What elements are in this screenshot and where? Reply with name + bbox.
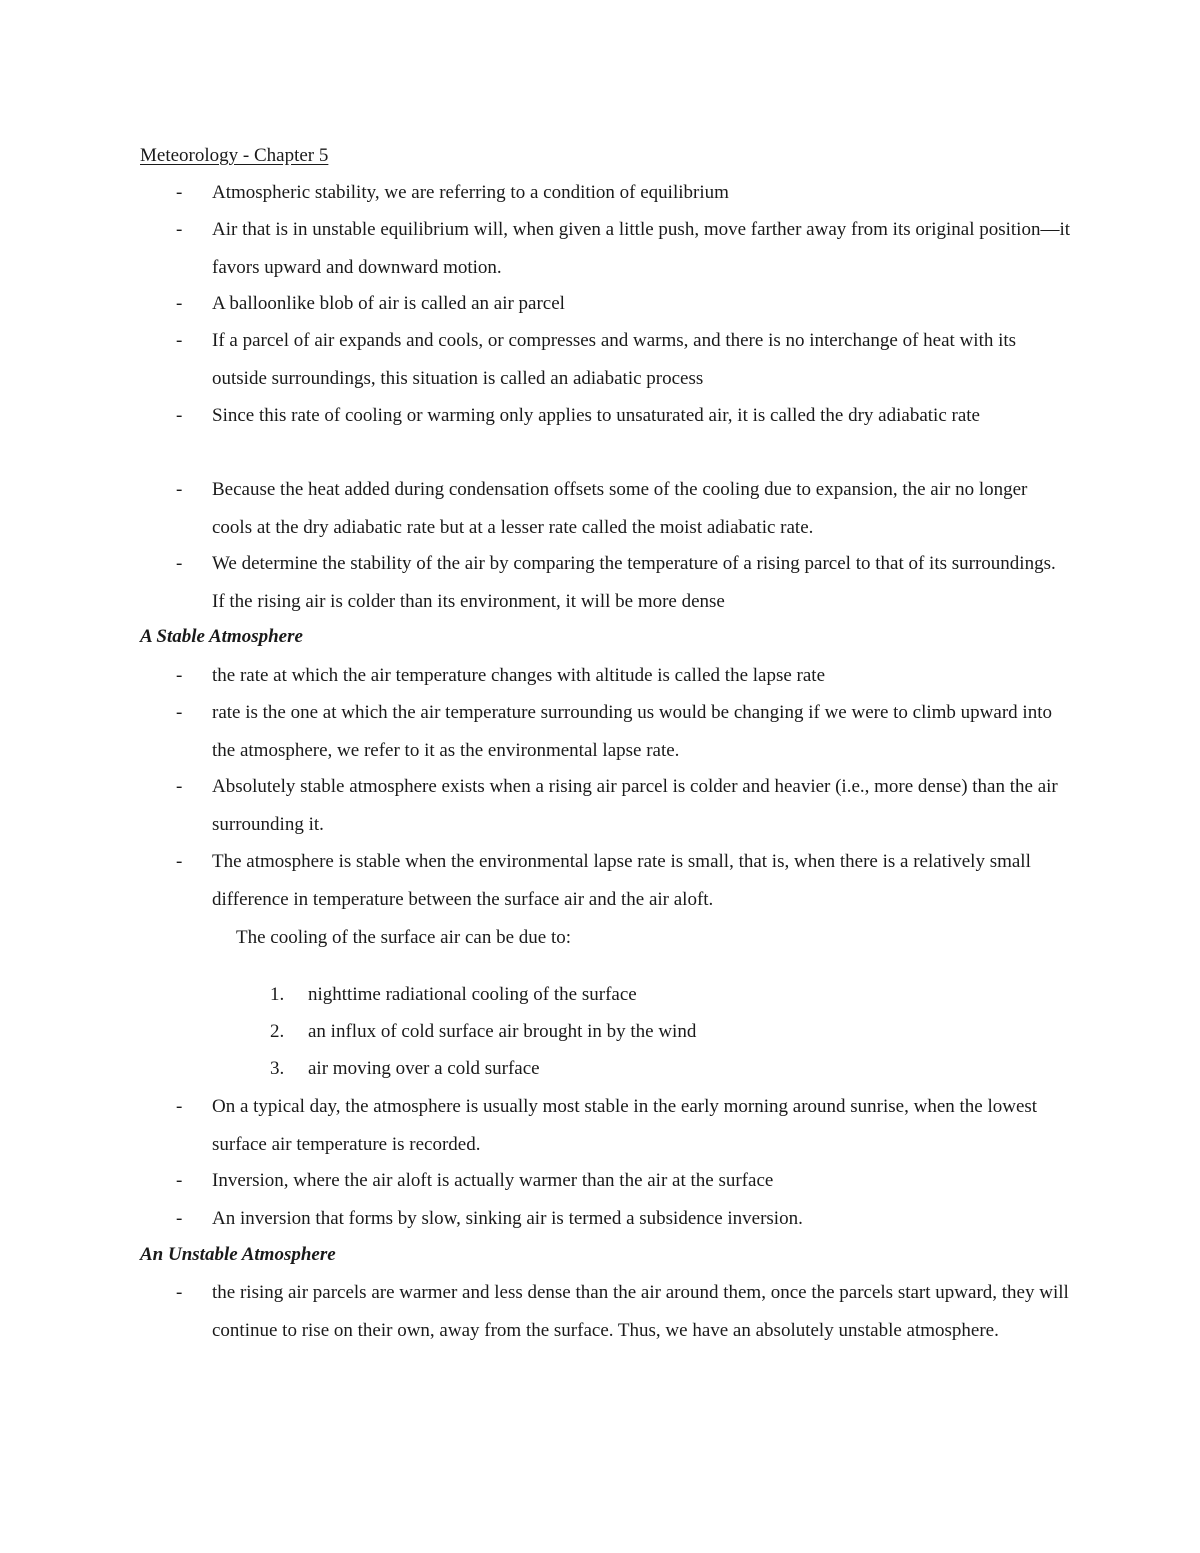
dash-bullet: - <box>176 702 183 723</box>
bullet-text: If a parcel of air expands and cools, or compresses and warms, and there is no interchange of heat with its outside surroundings, this situation is called an adiabatic process <box>212 330 1017 389</box>
dash-bullet: - <box>176 479 183 500</box>
bullet-text: Since this rate of cooling or warming only applies to unsaturated air, it is called the dry adiabatic rate <box>212 405 980 426</box>
dash-bullet: - <box>176 293 183 314</box>
bullet-text: We determine the stability of the air by comparing the temperature of a rising parcel to that of its surroundings. If the rising air is colder than its environment, it will be more dense <box>212 553 1056 612</box>
dash-bullet: - <box>176 182 183 203</box>
bullet-text: Atmospheric stability, we are referring to a condition of equilibrium <box>212 182 729 203</box>
dash-bullet: - <box>176 330 183 351</box>
item-text: nighttime radiational cooling of the surface <box>308 984 637 1005</box>
item-text: an influx of cold surface air brought in by the wind <box>308 1021 697 1042</box>
dash-bullet: - <box>176 405 183 426</box>
item-number: 2. <box>270 1021 285 1042</box>
bullet-text: Because the heat added during condensation offsets some of the cooling due to expansion, the air no longer cools at the dry adiabatic rate but at a lesser rate called the moist adiabatic rate. <box>212 479 1028 538</box>
bullet-text: The atmosphere is stable when the environmental lapse rate is small, that is, when there is a relatively small difference in temperature between the surface air and the air aloft. <box>212 851 1031 910</box>
section-heading-stable: A Stable Atmosphere <box>140 626 303 647</box>
item-number: 3. <box>270 1058 285 1079</box>
dash-bullet: - <box>176 219 183 240</box>
dash-bullet: - <box>176 1170 183 1191</box>
document-title: Meteorology - Chapter 5 <box>140 145 329 166</box>
bullet-text: A balloonlike blob of air is called an air parcel <box>212 293 565 314</box>
cooling-intro: The cooling of the surface air can be due to: <box>236 927 571 948</box>
item-text: air moving over a cold surface <box>308 1058 540 1079</box>
bullet-text: the rate at which the air temperature changes with altitude is called the lapse rate <box>212 665 826 686</box>
dash-bullet: - <box>176 851 183 872</box>
bullet-text: rate is the one at which the air temperature surrounding us would be changing if we were to climb upward into the atmosphere, we refer to it as the environmental lapse rate. <box>212 702 1052 761</box>
bullet-text: Absolutely stable atmosphere exists when a rising air parcel is colder and heavier (i.e., more dense) than the air surrounding it. <box>212 776 1058 835</box>
bullet-text: On a typical day, the atmosphere is usually most stable in the early morning around sunrise, when the lowest surface air temperature is recorded. <box>212 1096 1038 1155</box>
bullet-text: the rising air parcels are warmer and less dense than the air around them, once the parcels start upward, they will continue to rise on their own, away from the surface. Thus, we have an absolutely unstable atmosphere. <box>212 1282 1069 1341</box>
bullet-text: Inversion, where the air aloft is actually warmer than the air at the surface <box>212 1170 774 1191</box>
dash-bullet: - <box>176 665 183 686</box>
bullet-text: Air that is in unstable equilibrium will, when given a little push, move farther away from its original position—it favors upward and downward motion. <box>212 219 1071 278</box>
bullet-text: An inversion that forms by slow, sinking air is termed a subsidence inversion. <box>212 1208 803 1229</box>
dash-bullet: - <box>176 553 183 574</box>
dash-bullet: - <box>176 1096 183 1117</box>
item-number: 1. <box>270 984 285 1005</box>
dash-bullet: - <box>176 1208 183 1229</box>
section-heading-unstable: An Unstable Atmosphere <box>140 1244 336 1265</box>
dash-bullet: - <box>176 776 183 797</box>
dash-bullet: - <box>176 1282 183 1303</box>
